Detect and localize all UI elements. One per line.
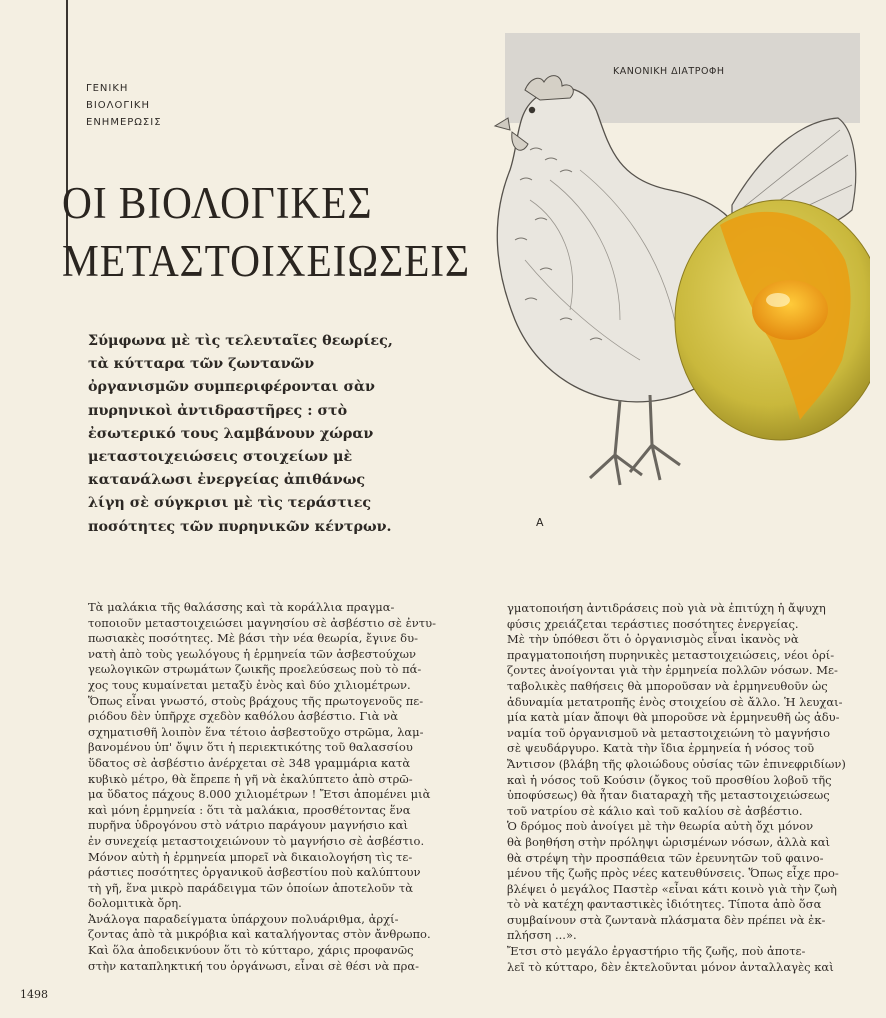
body-line: καὶ μόνη ἑρμηνεία : ὅτι τὰ μαλάκια, προσθέτοντας ἕνα (88, 802, 411, 817)
body-line: Ὅπως εἶναι γνωστό, στοὺς βράχους τῆς πρωτογενοῦς πε- (88, 693, 424, 708)
section-label (86, 80, 162, 131)
lead-line: ἐσωτερικό τους λαμβάνουν χώραν (88, 425, 374, 442)
body-line: ζοντας ἀπὸ τὰ μικρόβια καὶ καταλήγοντας στὸν ἄνθρωπο. (88, 927, 431, 942)
body-line: νατὴ ἀπὸ τοὺς γεωλόγους ἡ ἑρμηνεία τῶν ἀσβεστούχων (88, 646, 417, 661)
lead-line: πυρηνικοὶ ἀντιδραστῆρες : στὸ (88, 402, 348, 419)
body-column-left (88, 600, 483, 974)
body-line: φύσις χρειάζεται τεράστιες ποσότητες ἐνεργείας. (507, 616, 799, 631)
section-label-line: ΕΝΗΜΕΡΩΣΙΣ (86, 117, 162, 128)
body-line: Τὰ μαλάκια τῆς θαλάσσης καὶ τὰ κοράλλια πραγμα- (88, 600, 395, 614)
body-line: τὸ νὰ κατέχη φανταστικὲς ἰδιότητες. Τίποτα ἀπὸ ὅσα (507, 897, 822, 912)
body-line: τὴ γῆ, ἕνα μικρὸ παράδειγμα τῶν ὁποίων ἀποτελοῦν τὰ (88, 880, 413, 895)
lead-line: κατανάλωσι ἐνεργείας ἀπιθάνως (88, 472, 366, 489)
lead-paragraph (88, 330, 393, 539)
body-line: δολομιτικὰ ὄρη. (88, 896, 182, 911)
body-line: Ὁ δρόμος ποὺ ἀνοίγει μὲ τὴν θεωρία αὐτὴ ὄχι μόνον (507, 819, 814, 834)
body-line: βλέψει ὁ μεγάλος Παστὲρ «εἶναι κάτι κοινὸ γιὰ τὴν ζωὴ (507, 881, 837, 896)
body-line: συμβαίνουν στὰ ζωντανὰ πλάσματα δὲν πρέπει νὰ ἐκ- (507, 912, 826, 927)
body-line: ζοντες ἀνοίγονται γιὰ τὴν ἑρμηνεία πολλῶν νόσων. Με- (507, 663, 838, 678)
body-line: ἐν συνεχείᾳ μεταστοιχειώνουν τὸ μαγνήσιο σὲ ἀσβέστιο. (88, 833, 425, 848)
body-line: Ἀνάλογα παραδείγματα ὑπάρχουν πολυάριθμα, ἀρχί- (88, 911, 399, 926)
body-line: μα ὕδατος πάχους 8.000 χιλιομέτρων ! Ἔτσι ἀπομένει μιὰ (88, 787, 431, 802)
body-line: ὑποφύσεως) θὰ ἦταν διαταραχὴ τῆς μεταστοιχειώσεως (507, 788, 830, 803)
body-line: ταβολικὲς παθήσεις θὰ μποροῦσαν νὰ ἑρμηνευθοῦν ὡς (507, 678, 828, 693)
body-line: ράστιες ποσότητες ὀργανικοῦ ἀσβεστίου ποὺ καλύπτουν (88, 865, 421, 880)
lead-line: ὀργανισμῶν συμπεριφέρονται σὰν (88, 379, 375, 396)
title-line: ΜΕΤΑΣΤΟΙΧΕΙΩΣΕΙΣ (62, 236, 471, 286)
body-column-right (507, 601, 862, 975)
section-label-line: ΒΙΟΛΟΓΙΚΗ (86, 100, 150, 111)
body-line: Καὶ ὅλα ἀποδεικνύουν ὅτι τὸ κύτταρο, χάρις προφανῶς (88, 943, 414, 958)
lead-line: τὰ κύτταρα τῶν ζωντανῶν (88, 356, 315, 373)
body-line: θὰ βοηθήση στὴν πρόληψι ὡρισμένων νόσων, ἀλλὰ καὶ (507, 834, 830, 849)
section-label-line: ΓΕΝΙΚΗ (86, 83, 129, 94)
body-line: Μὲ τὴν ὑπόθεσι ὅτι ὁ ὀργανισμὸς εἶναι ἱκανὸς νὰ (507, 632, 799, 647)
body-line: λεῖ τὸ κύτταρο, δὲν ἐκτελοῦνται μόνον ἀνταλλαγὲς καὶ (507, 959, 834, 974)
lead-line: ποσότητες τῶν πυρηνικῶν κέντρων. (88, 518, 392, 535)
body-line: βανομένου ὑπ' ὄψιν ὅτι ἡ περιεκτικότης τοῦ θαλασσίου (88, 740, 413, 755)
title-line: ΟΙ ΒΙΟΛΟΓΙΚΕΣ (62, 178, 373, 228)
body-line: ὕδατος σὲ ἀσβέστιο ἀνέρχεται σὲ 348 γραμμάρια κατὰ (88, 755, 411, 770)
body-line: πραγματοποιήση πυρηνικὲς μεταστοιχειώσεις, νέοι ὁρί- (507, 647, 835, 662)
page-number: 1498 (20, 988, 48, 1001)
article-title (62, 174, 470, 290)
body-line: γματοποιήση ἀντιδράσεις ποὺ γιὰ νὰ ἐπιτύχη ἡ ἄψυχη (507, 601, 826, 615)
body-line: ἀδυναμία μετατροπῆς ἑνὸς στοιχείου σὲ ἄλλο. Ἡ λευχαι- (507, 694, 843, 709)
body-line: Ἔτσι στὸ μεγάλο ἐργαστήριο τῆς ζωῆς, ποὺ ἀποτε- (507, 944, 806, 959)
body-line: γεωλογικῶν στρωμάτων ζωικῆς προελεύσεως ποὺ τὸ πά- (88, 662, 422, 677)
body-line: πωσιακὲς ποσότητες. Μὲ βάσι τὴν νέα θεωρία, ἔγινε δυ- (88, 631, 418, 646)
figure-label: Α (536, 516, 544, 529)
body-line: ριόδου δὲν ὑπῆρχε σχεδὸν καθόλου ἀσβέστιο. Γιὰ νὰ (88, 709, 398, 724)
body-line: στὴν καταπληκτική του ὀργάνωσι, εἶναι σὲ θέσι νὰ πρα- (88, 958, 419, 973)
body-line: μένου τῆς ζωῆς πρὸς νέες κατευθύνσεις. Ὅπως εἶχε προ- (507, 866, 839, 881)
body-line: μία κατὰ μίαν ἄποψι θὰ μποροῦσε νὰ ἑρμηνευθῆ ὡς ἀδυ- (507, 710, 840, 725)
figure-banner-label: ΚΑΝΟΝΙΚΗ ΔΙΑΤΡΟΦΗ (613, 66, 725, 77)
body-line: σὲ ψευδάργυρο. Κατὰ τὴν ἴδια ἑρμηνεία ἡ νόσος τοῦ (507, 741, 815, 756)
body-line: χος τους κυμαίνεται μεταξὺ ἑνὸς καὶ δύο χιλιομέτρων. (88, 677, 411, 692)
body-line: θὰ στρέψη τὴν προσπάθεια τῶν ἐρευνητῶν τοῦ φαινο- (507, 850, 824, 865)
lead-line: Σύμφωνα μὲ τὶς τελευταῖες θεωρίες, (88, 333, 393, 349)
body-line: κυβικὸ μέτρο, θὰ ἔπρεπε ἡ γῆ νὰ ἐκαλύπτετο ἀπὸ στρῶ- (88, 771, 413, 786)
body-line: Ἄντισον (βλάβη τῆς φλοιώδους οὐσίας τῶν ἐπινεφριδίων) (507, 756, 846, 771)
lead-line: μεταστοιχειώσεις στοιχείων μὲ (88, 449, 353, 466)
lead-line: λίγη σὲ σύγκρισι μὲ τὶς τεράστιες (88, 495, 372, 512)
body-line: καὶ ἡ νόσος τοῦ Κούσιν (ὄγκος τοῦ προσθίου λοβοῦ τῆς (507, 772, 832, 787)
body-line: τοποιοῦν μεταστοιχειώσει μαγνησίου σὲ ἀσβέστιο σὲ ἐντυ- (88, 615, 437, 630)
body-line: ναμία τοῦ ὀργανισμοῦ νὰ μεταστοιχειώνη τὸ μαγνήσιο (507, 725, 830, 740)
body-line: Μόνον αὐτὴ ἡ ἑρμηνεία μπορεῖ νὰ δικαιολογήση τὶς τε- (88, 849, 413, 864)
body-line: πυρῆνα ὑδρογόνου στὸ νάτριο παράγουν μαγνήσιο καὶ (88, 818, 409, 833)
body-line: τοῦ νατρίου σὲ κάλιο καὶ τοῦ καλίου σὲ ἀσβέστιο. (507, 803, 803, 818)
body-line: πλήσση ...». (507, 928, 577, 943)
hen-egg-illustration (470, 60, 870, 520)
body-line: σχηματισθῆ λοιπὸν ἕνα τέτοιο ἀσβεστοῦχο στρῶμα, λαμ- (88, 724, 424, 739)
